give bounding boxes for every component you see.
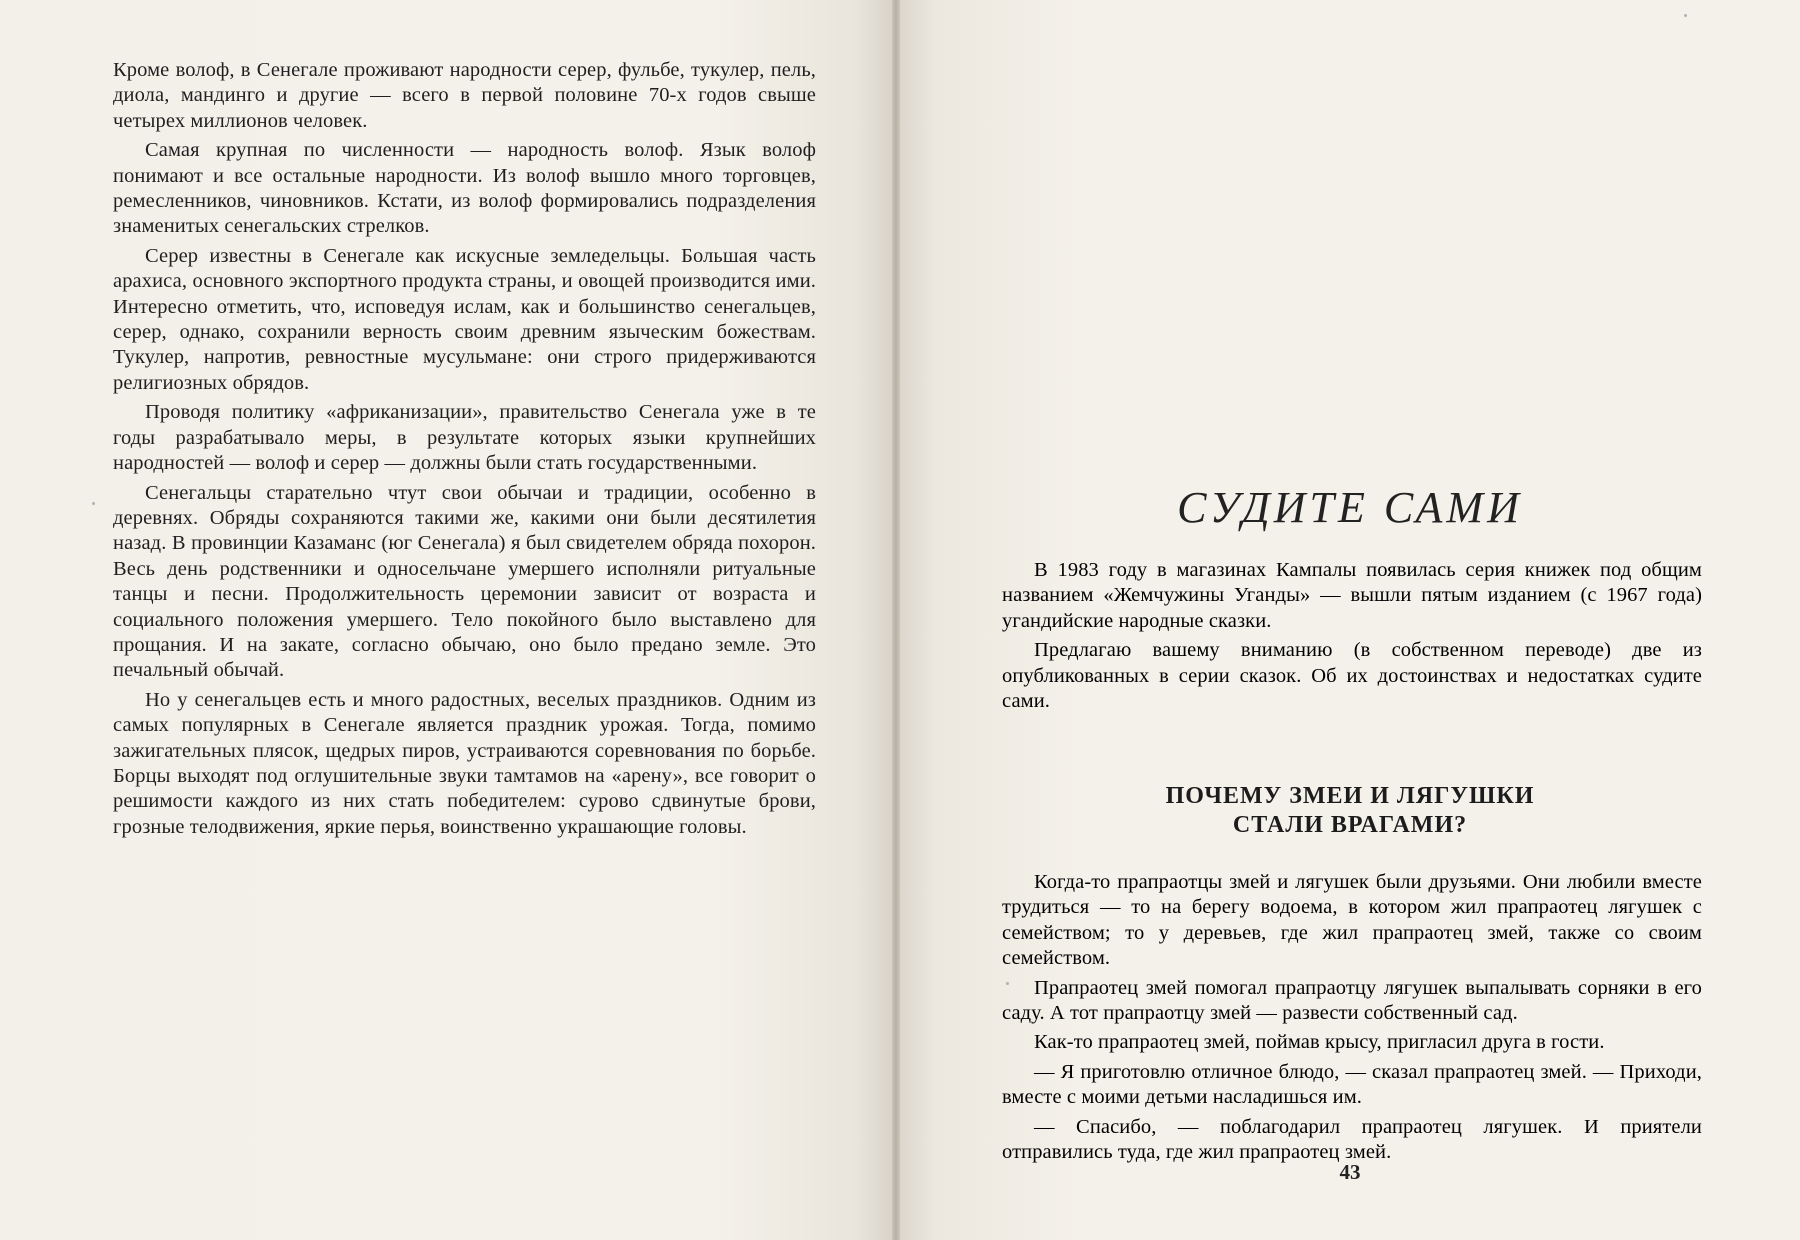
page-number: 43 bbox=[1339, 1160, 1361, 1184]
print-speck bbox=[1684, 14, 1687, 17]
paragraph: — Спасибо, — поблагодарил прапраотец лягушек. И приятели отправились туда, где жил прапраотец змей. bbox=[1002, 1115, 1702, 1164]
paragraph: Прапраотец змей помогал прапраотцу лягушек выпалывать сорняки в его саду. А тот прапраотцу змей — развести собственный сад. bbox=[1002, 976, 1702, 1025]
intro-text bbox=[1002, 558, 1702, 718]
print-speck bbox=[1006, 982, 1009, 985]
paragraph: Проводя политику «африканизации», правительство Сенегала уже в те годы разрабатывало меры, в результате которых языки крупнейших народностей — волоф и серер — должны были стать государственными. bbox=[113, 401, 816, 475]
paragraph: Кроме волоф, в Сенегале проживают народности серер, фульбе, тукулер, пель, диола, мандинго и другие — всего в первой половине 70-х годов свыше четырех миллионов человек. bbox=[113, 59, 816, 132]
section-title: СУДИТЕ САМИ bbox=[1177, 483, 1523, 532]
paragraph: Сенегальцы старательно чтут свои обычаи и традиции, особенно в деревнях. Обряды сохраняются такими же, какими они были десятилетия назад. В провинции Казаманс (юг Сенегала) я был свидетелем обряда похорон. Весь день родственники и односельчане умершего исполняли ритуальные танцы и песни. Продолжительность церемонии зависит от возраста и социального положения умершего. Тело покойного было выставлено для прощания. И на закате, согласно обычаю, оно было предано земле. Это печальный обычай. bbox=[113, 481, 816, 682]
tale-title-line-2: СТАЛИ ВРАГАМИ? bbox=[1232, 812, 1468, 838]
paragraph: Когда-то прапраотцы змей и лягушек были друзьями. Они любили вместе трудиться — то на берегу водоема, в котором жил прапраотец лягушек с семейством; то у деревьев, где жил прапраотец змей, также со своим семейством. bbox=[1002, 871, 1702, 970]
paragraph: Но у сенегальцев есть и много радостных, веселых праздников. Одним из самых популярных в Сенегале является праздник урожая. Тогда, помимо зажигательных плясок, щедрых пиров, устраиваются соревнования по борьбе. Борцы выходят под оглушительные звуки тамтамов на «арену», все говорит о решимости каждого из них стать победителем: сурово сдвинутые брови, грозные телодвижения, яркие перья, воинственно украшающие головы. bbox=[113, 688, 816, 838]
left-page bbox=[0, 0, 892, 1240]
left-page-text bbox=[113, 58, 816, 844]
paragraph: Как-то прапраотец змей, поймав крысу, пригласил друга в гости. bbox=[1034, 1031, 1605, 1054]
print-speck bbox=[92, 502, 95, 505]
paragraph: В 1983 году в магазинах Кампалы появилась серия книжек под общим названием «Жемчужины Уганды» — вышли пятым изданием (с 1967 года) угандийские народные сказки. bbox=[1002, 559, 1702, 632]
paragraph: Предлагаю вашему вниманию (в собственном переводе) две из опубликованных в серии сказок. Об их достоинствах и недостатках судите сами. bbox=[1002, 639, 1702, 713]
paragraph: Самая крупная по численности — народность волоф. Язык волоф понимают и все остальные народности. Из волоф вышло много торговцев, ремесленников, чиновников. Кстати, из волоф формировались подразделения знаменитых сенегальских стрелков. bbox=[113, 139, 816, 238]
paragraph: Серер известны в Сенегале как искусные земледельцы. Большая часть арахиса, основного экспортного продукта страны, и овощей производится ими. Интересно отметить, что, исповедуя ислам, как и большинство сенегальцев, серер, однако, сохранили верность своим древним языческим божествам. Тукулер, напротив, ревностные мусульмане: они строго придерживаются религиозных обрядов. bbox=[113, 244, 816, 394]
tale-text bbox=[1002, 870, 1702, 1169]
paragraph: — Я приготовлю отличное блюдо, — сказал прапраотец змей. — Приходи, вместе с моими детьми насладишься им. bbox=[1002, 1060, 1702, 1109]
book-gutter bbox=[892, 0, 900, 1240]
tale-title-line-1: ПОЧЕМУ ЗМЕИ И ЛЯГУШКИ bbox=[1165, 783, 1535, 809]
tale-title bbox=[1000, 782, 1700, 840]
